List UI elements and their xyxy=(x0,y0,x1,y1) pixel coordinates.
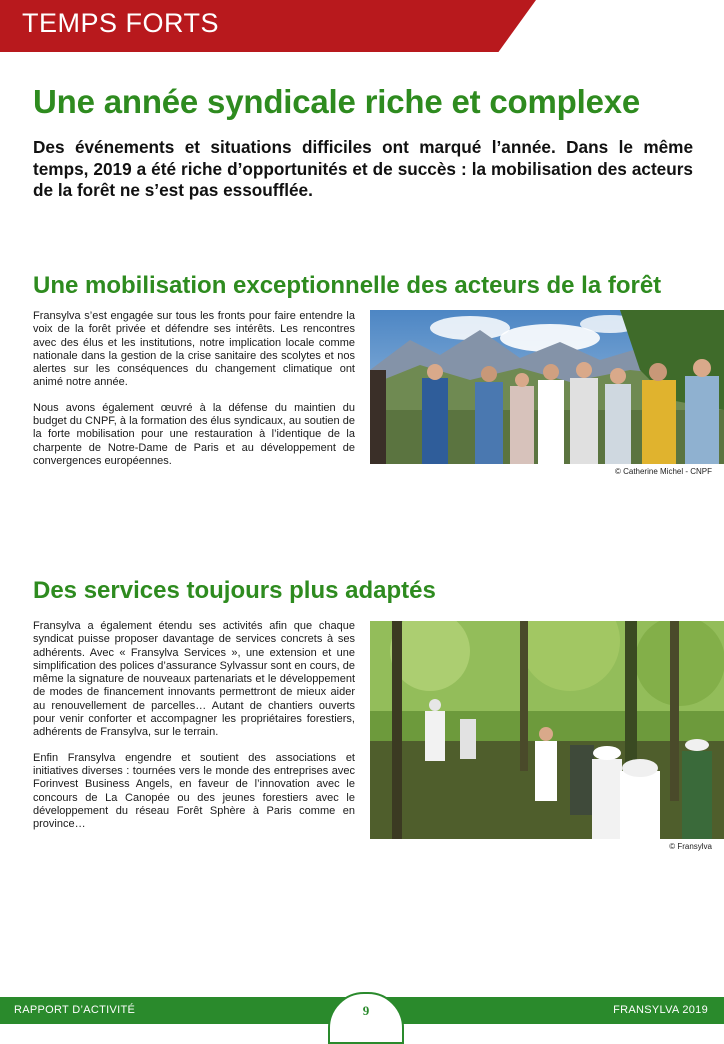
section2-paragraph: Enfin Fransylva engendre et soutient des associations et initiatives diverses : tournées vers le monde des entreprises avec Forinvest Business Angels, en faveur de l’innovation avec le concours de La Canopée ou des jeunes forestiers avec le développement du réseau Forêt Sphère à Paris comme en province… xyxy=(33,751,355,831)
section2-heading: Des services toujours plus adaptés xyxy=(33,577,436,604)
photo-credit: © Catherine Michel - CNPF xyxy=(614,467,712,476)
footer-report-label: RAPPORT D’ACTIVITÉ xyxy=(14,1004,136,1016)
section2-paragraph: Fransylva a également étendu ses activités afin que chaque syndicat puisse proposer davantage de services concrets à ses adhérents. Avec « Fransylva Services », une extension et une simplification des polices d’assurance Sylvassur sont en cours, de même la signature de nouveaux partenariats et le développement de modes de financement innovants permettront de mieux aider au renouvellement de parcelles… Autant de chantiers ouverts pour venir conforter et accompagner les propriétaires forestiers, adhérents de Fransylva, sur le terrain. xyxy=(33,620,355,739)
forest-group-photo xyxy=(370,621,724,839)
lead-paragraph: Des événements et situations difficiles ont marqué l’année. Dans le même temps, 2019 a été riche d’opportunités et de succès : la mobilisation des acteurs de la forêt ne s’est pas essoufflée. xyxy=(33,137,693,200)
footer-brand-year: FRANSYLVA 2019 xyxy=(613,1004,708,1016)
page-number: 9 xyxy=(362,1003,370,1018)
section1-paragraph: Nous avons également œuvré à la défense du maintien du budget du CNPF, à la formation des élus syndicaux, au soutien de la forte mobilisation pour une restauration à l’identique de la charpente de Notre-Dame de Paris et au développement de convergences européennes. xyxy=(33,401,355,467)
photo-credit: © Fransylva xyxy=(669,842,712,851)
section2-body xyxy=(33,620,355,843)
section1-paragraph: Fransylva s’est engagée sur tous les fronts pour faire entendre la voix de la forêt privée et défendre ses intérêts. Les rencontres avec des élus et les institutions, notre implication locale comme nationale dans la gestion de la crise sanitaire des scolytes et nos alertes sur les conséquences du changement climatique ont animé notre année. xyxy=(33,310,355,389)
section1-heading: Une mobilisation exceptionnelle des acteurs de la forêt xyxy=(33,272,662,299)
section1-body xyxy=(33,310,355,480)
mountain-group-photo xyxy=(370,310,724,464)
page-title: Une année syndicale riche et complexe xyxy=(33,83,641,120)
section-label: TEMPS FORTS xyxy=(22,8,220,38)
